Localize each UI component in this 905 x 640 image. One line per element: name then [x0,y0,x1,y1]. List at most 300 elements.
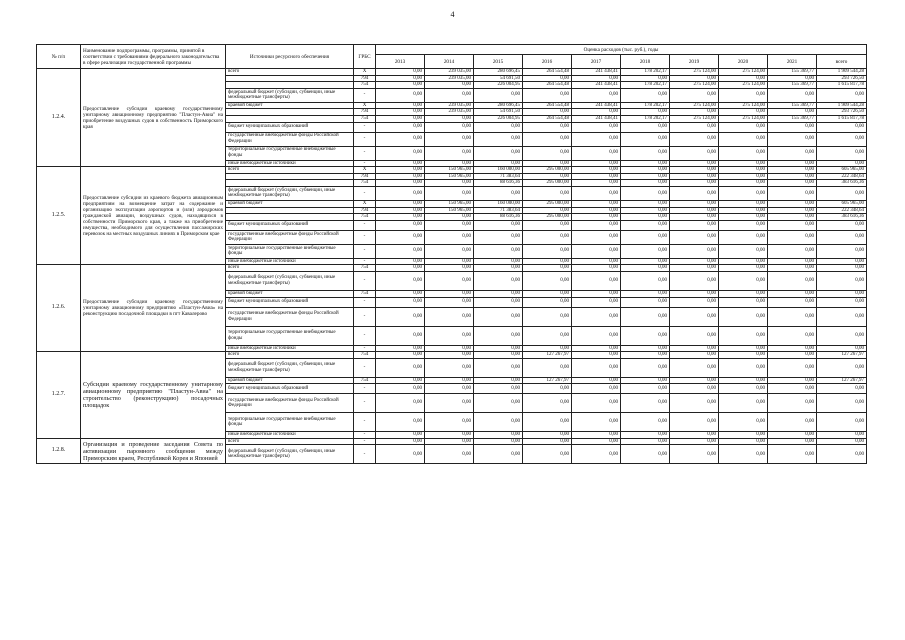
amount-cell: 0,00 [572,160,621,167]
amount-cell: 0,00 [670,445,719,464]
grbs-code: - [354,146,376,160]
amount-total: 0,00 [817,445,867,464]
amount-cell: 160 000,00 [474,200,523,207]
table-body [37,69,867,464]
amount-cell: 0,00 [376,160,425,167]
amount-cell: 0,00 [719,109,768,116]
amount-cell: 0,00 [621,345,670,352]
amount-cell: 0,00 [523,132,572,146]
amount-cell: 0,00 [719,265,768,272]
amount-cell: 0,00 [572,207,621,214]
header-description: Наименование подпрограммы, программы, принятой в соответствии с требованиями федерального законодательства в сфере реализации государственной программы [81,45,226,69]
amount-cell: 0,00 [523,271,572,290]
amount-cell: 0,00 [572,132,621,146]
amount-total: 605 965,00 [817,167,867,174]
amount-cell: 239 035,00 [425,75,474,82]
grbs-code: 754 [354,214,376,221]
amount-cell: 0,00 [572,122,621,132]
amount-cell: 0,00 [719,258,768,265]
funding-source: бюджет муниципальных образований [226,220,354,230]
amount-cell: 275 124,00 [719,115,768,122]
amount-total: 0,00 [817,186,867,200]
amount-cell: 0,00 [425,358,474,377]
header-year: 2016 [523,55,572,69]
funding-source: краевой бюджет [226,290,354,297]
amount-cell: 150 965,00 [425,207,474,214]
amount-cell: 0,00 [621,358,670,377]
grbs-code: - [354,132,376,146]
amount-cell: 150 965,00 [425,200,474,207]
amount-cell: 0,00 [670,345,719,352]
amount-cell: 0,00 [523,307,572,326]
amount-cell: 0,00 [768,432,817,439]
amount-cell: 0,00 [474,290,523,297]
amount-cell: 0,00 [376,207,425,214]
amount-cell: 0,00 [474,377,523,384]
amount-cell: 275 124,00 [670,115,719,122]
amount-cell: 0,00 [425,377,474,384]
amount-cell: 0,00 [376,384,425,394]
amount-cell: 0,00 [719,180,768,187]
amount-total: 0,00 [817,358,867,377]
measure-description: Организация и проведение заседания Совета по активизации паромного сообщения между Приморским краем, Республикой Корея и Японией [81,438,226,464]
amount-cell: 0,00 [572,109,621,116]
header-num: № п/п [37,45,81,69]
grbs-code: - [354,438,376,445]
amount-cell: 178 202,17 [621,82,670,89]
amount-cell: 0,00 [768,75,817,82]
funding-source: территориальные государственные внебюджетные фонды [226,326,354,345]
amount-cell: 0,00 [376,432,425,439]
amount-cell: 0,00 [621,220,670,230]
amount-cell: 239 035,00 [425,102,474,109]
amount-cell: 0,00 [768,258,817,265]
amount-cell: 0,00 [768,122,817,132]
amount-cell: 0,00 [523,220,572,230]
grbs-code: 754 [354,180,376,187]
amount-cell: 0,00 [376,394,425,413]
amount-cell: 0,00 [719,75,768,82]
amount-cell: 0,00 [719,88,768,102]
amount-cell: 0,00 [425,132,474,146]
header-year: 2014 [425,55,474,69]
amount-total: 0,00 [817,345,867,352]
amount-cell: 275 124,00 [670,102,719,109]
amount-cell: 0,00 [474,438,523,445]
amount-cell: 88 616,36 [474,180,523,187]
amount-cell: 0,00 [425,307,474,326]
amount-cell: 280 696,45 [474,102,523,109]
amount-cell: 0,00 [572,146,621,160]
amount-cell: 0,00 [621,214,670,221]
amount-total: 1 909 544,28 [817,102,867,109]
amount-cell: 0,00 [425,345,474,352]
amount-cell: 0,00 [376,214,425,221]
grbs-code: - [354,258,376,265]
amount-cell: 0,00 [572,200,621,207]
amount-cell: 0,00 [523,326,572,345]
amount-cell: 0,00 [768,271,817,290]
funding-source: государственные внебюджетные фонды Российской Федерации [226,394,354,413]
amount-cell: 0,00 [621,122,670,132]
grbs-code: - [354,358,376,377]
grbs-code: 754 [354,377,376,384]
amount-cell: 0,00 [572,265,621,272]
amount-total: 1 909 544,28 [817,69,867,76]
row-index: 1.2.7. [37,352,81,439]
amount-cell: 0,00 [621,167,670,174]
table-row [37,352,867,359]
amount-total: 0,00 [817,413,867,432]
amount-cell: 0,00 [376,109,425,116]
amount-cell: 0,00 [376,220,425,230]
amount-cell: 0,00 [425,445,474,464]
amount-cell: 0,00 [376,88,425,102]
amount-cell: 0,00 [572,384,621,394]
amount-cell: 0,00 [523,109,572,116]
amount-cell: 0,00 [768,88,817,102]
funding-source: федеральный бюджет (субсидии, субвенции, иные межбюджетные трансферты) [226,88,354,102]
amount-cell: 0,00 [768,160,817,167]
amount-cell: 0,00 [621,258,670,265]
amount-cell: 0,00 [670,214,719,221]
amount-cell: 0,00 [474,394,523,413]
amount-cell: 0,00 [768,290,817,297]
amount-total: 0,00 [817,307,867,326]
funding-source: всего [226,438,354,445]
amount-cell: 0,00 [425,290,474,297]
grbs-code: 794 [354,109,376,116]
grbs-code: - [354,271,376,290]
amount-cell: 0,00 [719,307,768,326]
amount-cell: 71 383,64 [474,173,523,180]
header-year: 2015 [474,55,523,69]
grbs-code: 754 [354,290,376,297]
amount-cell: 0,00 [572,345,621,352]
amount-cell: 0,00 [523,122,572,132]
amount-cell: 0,00 [376,115,425,122]
amount-cell: 0,00 [474,352,523,359]
amount-cell: 0,00 [572,358,621,377]
amount-cell: 0,00 [572,186,621,200]
amount-cell: 0,00 [425,413,474,432]
measure-description: Субсидии краевому государственному унитарному авиационному предприятию "Пластун-Авиа" на строительство (реконструкцию) посадочных площадок [81,352,226,439]
amount-cell: 0,00 [474,88,523,102]
amount-total: 1 615 817,78 [817,115,867,122]
amount-cell: 0,00 [474,384,523,394]
amount-cell: 0,00 [425,352,474,359]
grbs-code: 794 [354,75,376,82]
amount-cell: 0,00 [670,258,719,265]
amount-cell: 0,00 [523,75,572,82]
amount-total: 0,00 [817,271,867,290]
amount-cell: 0,00 [621,132,670,146]
amount-cell: 0,00 [376,69,425,76]
amount-total: 0,00 [817,297,867,307]
amount-cell: 0,00 [425,88,474,102]
amount-cell: 0,00 [376,122,425,132]
grbs-code: 794 [354,173,376,180]
amount-cell: 0,00 [768,394,817,413]
amount-cell: 0,00 [474,297,523,307]
amount-cell: 0,00 [376,75,425,82]
amount-cell: 264 554,48 [523,69,572,76]
header-year: всего [817,55,867,69]
amount-cell: 0,00 [670,186,719,200]
amount-total: 293 726,50 [817,75,867,82]
header-year: 2013 [376,55,425,69]
amount-cell: 0,00 [572,180,621,187]
amount-cell: 0,00 [768,244,817,258]
amount-cell: 54 691,50 [474,109,523,116]
amount-cell: 0,00 [376,358,425,377]
amount-cell: 0,00 [670,413,719,432]
measure-description: Предоставление субсидии краевому государственному унитарному авиационному предприятию «Пластун-Авиа» на реконструкцию посадочной площадки в пгт Кавалерово [81,265,226,352]
amount-cell: 0,00 [523,345,572,352]
table-row [37,265,867,272]
amount-cell: 0,00 [719,394,768,413]
grbs-code: X [354,167,376,174]
amount-cell: 127 267,97 [523,377,572,384]
amount-cell: 0,00 [376,132,425,146]
amount-cell: 0,00 [621,109,670,116]
amount-cell: 0,00 [376,200,425,207]
amount-cell: 0,00 [572,445,621,464]
amount-cell: 160 000,00 [474,167,523,174]
amount-cell: 0,00 [523,207,572,214]
amount-cell: 0,00 [474,432,523,439]
amount-cell: 0,00 [670,220,719,230]
amount-total: 605 965,00 [817,200,867,207]
amount-cell: 0,00 [670,377,719,384]
amount-cell: 295 000,00 [523,200,572,207]
amount-cell: 0,00 [621,445,670,464]
amount-total: 0,00 [817,326,867,345]
amount-cell: 0,00 [572,244,621,258]
amount-cell: 0,00 [376,244,425,258]
amount-cell: 0,00 [474,230,523,244]
amount-cell: 0,00 [474,326,523,345]
funding-source: всего [226,352,354,359]
amount-cell: 0,00 [768,445,817,464]
grbs-code: - [354,445,376,464]
amount-cell: 0,00 [719,377,768,384]
amount-cell: 0,00 [621,180,670,187]
amount-cell: 0,00 [425,180,474,187]
grbs-code: - [354,244,376,258]
amount-cell: 241 438,41 [572,115,621,122]
amount-cell: 0,00 [768,384,817,394]
funding-source: государственные внебюджетные фонды Российской Федерации [226,132,354,146]
amount-cell: 0,00 [425,384,474,394]
amount-cell: 0,00 [621,75,670,82]
amount-cell: 0,00 [474,307,523,326]
amount-cell: 0,00 [376,438,425,445]
grbs-code: - [354,307,376,326]
amount-cell: 0,00 [425,438,474,445]
amount-cell: 0,00 [719,244,768,258]
amount-total: 0,00 [817,146,867,160]
amount-cell: 0,00 [768,326,817,345]
grbs-code: - [354,220,376,230]
amount-cell: 0,00 [670,358,719,377]
funding-source: федеральный бюджет (субсидии, субвенции, иные межбюджетные трансферты) [226,358,354,377]
amount-cell: 0,00 [376,377,425,384]
measure-description: Предоставление субсидии из краевого бюджета авиационным предприятиям на возмещение затрат на содержание и организацию эксплуатации аэропортов и (или) аэродромов гражданской авиации, воздушных судов, находящихся в собственности Приморского края, а также на приобретение имущества, необходимого для осуществления пассажирских перевозок на местных воздушных линиях в Приморском крае [81,167,226,265]
amount-cell: 155 369,77 [768,69,817,76]
funding-source: федеральный бюджет (субсидии, субвенции, иные межбюджетные трансферты) [226,186,354,200]
amount-cell: 0,00 [719,200,768,207]
amount-cell: 0,00 [670,438,719,445]
amount-cell: 0,00 [621,200,670,207]
amount-cell: 0,00 [376,173,425,180]
grbs-code: - [354,432,376,439]
measure-description: Предоставление субсидии краевому государственному унитарному авиационному предприятию "Пластун-Авиа" на приобретение воздушных судов в собственность Приморского края [81,69,226,167]
amount-cell: 0,00 [425,297,474,307]
amount-cell: 0,00 [376,326,425,345]
amount-cell: 0,00 [523,230,572,244]
amount-cell: 0,00 [719,214,768,221]
amount-cell: 0,00 [425,115,474,122]
amount-cell: 0,00 [572,88,621,102]
grbs-code: - [354,297,376,307]
amount-cell: 0,00 [474,358,523,377]
amount-cell: 0,00 [621,88,670,102]
amount-cell: 0,00 [621,377,670,384]
amount-cell: 0,00 [425,146,474,160]
amount-cell: 0,00 [621,394,670,413]
amount-cell: 0,00 [719,297,768,307]
amount-cell: 0,00 [572,377,621,384]
amount-cell: 178 202,17 [621,69,670,76]
amount-cell: 0,00 [670,297,719,307]
grbs-code: - [354,384,376,394]
amount-cell: 0,00 [376,186,425,200]
amount-cell: 0,00 [719,271,768,290]
amount-cell: 0,00 [523,358,572,377]
amount-total: 0,00 [817,432,867,439]
amount-cell: 0,00 [376,271,425,290]
funding-source: всего [226,69,354,76]
funding-source: территориальные государственные внебюджетные фонды [226,244,354,258]
header-year: 2020 [719,55,768,69]
row-index: 1.2.8. [37,438,81,464]
funding-source: территориальные государственные внебюджетные фонды [226,146,354,160]
amount-cell: 264 554,48 [523,82,572,89]
grbs-code: - [354,88,376,102]
amount-cell: 0,00 [768,186,817,200]
amount-cell: 0,00 [523,413,572,432]
amount-cell: 0,00 [621,244,670,258]
amount-cell: 0,00 [670,122,719,132]
amount-cell: 0,00 [523,290,572,297]
funding-source: иные внебюджетные источники [226,258,354,265]
amount-cell: 0,00 [719,432,768,439]
amount-cell: 0,00 [621,265,670,272]
amount-cell: 0,00 [670,180,719,187]
amount-cell: 71 383,64 [474,207,523,214]
amount-cell: 0,00 [670,146,719,160]
table-row [37,167,867,174]
funding-source: краевой бюджет [226,200,354,207]
amount-cell: 226 004,95 [474,115,523,122]
amount-cell: 0,00 [670,352,719,359]
amount-cell: 0,00 [768,377,817,384]
amount-cell: 0,00 [572,432,621,439]
amount-cell: 0,00 [719,345,768,352]
amount-cell: 0,00 [670,173,719,180]
amount-cell: 0,00 [523,445,572,464]
amount-cell: 0,00 [670,384,719,394]
amount-cell: 0,00 [719,160,768,167]
amount-total: 1 615 817,78 [817,82,867,89]
amount-total: 0,00 [817,438,867,445]
amount-cell: 0,00 [376,413,425,432]
amount-cell: 0,00 [621,326,670,345]
amount-cell: 0,00 [572,167,621,174]
amount-total: 293 726,50 [817,109,867,116]
amount-cell: 275 124,00 [670,82,719,89]
funding-source: бюджет муниципальных образований [226,122,354,132]
amount-cell: 0,00 [523,265,572,272]
amount-cell: 0,00 [425,244,474,258]
amount-cell: 241 438,41 [572,69,621,76]
amount-cell: 0,00 [670,132,719,146]
amount-cell: 264 554,48 [523,102,572,109]
funding-source: бюджет муниципальных образований [226,384,354,394]
amount-cell: 241 438,41 [572,82,621,89]
amount-cell: 0,00 [719,290,768,297]
amount-cell: 295 000,00 [523,214,572,221]
funding-source: всего [226,167,354,174]
amount-total: 0,00 [817,220,867,230]
amount-cell: 0,00 [768,146,817,160]
amount-cell: 0,00 [719,438,768,445]
amount-cell: 0,00 [425,160,474,167]
amount-cell: 0,00 [474,244,523,258]
funding-source: территориальные государственные внебюджетные фонды [226,413,354,432]
amount-cell: 0,00 [376,167,425,174]
amount-total: 383 616,36 [817,180,867,187]
amount-cell: 0,00 [572,214,621,221]
amount-cell: 264 554,48 [523,115,572,122]
grbs-code: 754 [354,352,376,359]
funding-source: бюджет муниципальных образований [226,297,354,307]
amount-cell: 0,00 [376,146,425,160]
amount-cell: 0,00 [572,297,621,307]
amount-cell: 0,00 [425,220,474,230]
amount-cell: 0,00 [474,132,523,146]
amount-cell: 0,00 [621,173,670,180]
amount-cell: 54 691,50 [474,75,523,82]
amount-cell: 0,00 [474,186,523,200]
amount-total: 383 616,36 [817,214,867,221]
amount-cell: 0,00 [376,352,425,359]
amount-cell: 0,00 [768,207,817,214]
amount-cell: 0,00 [719,186,768,200]
amount-cell: 0,00 [572,290,621,297]
amount-total: 0,00 [817,132,867,146]
row-index: 1.2.6. [37,265,81,352]
amount-cell: 0,00 [572,75,621,82]
amount-total: 222 348,64 [817,207,867,214]
amount-cell: 178 202,17 [621,102,670,109]
amount-cell: 0,00 [670,432,719,439]
amount-cell: 0,00 [425,326,474,345]
grbs-code: - [354,394,376,413]
amount-cell: 0,00 [621,413,670,432]
amount-cell: 239 035,00 [425,69,474,76]
